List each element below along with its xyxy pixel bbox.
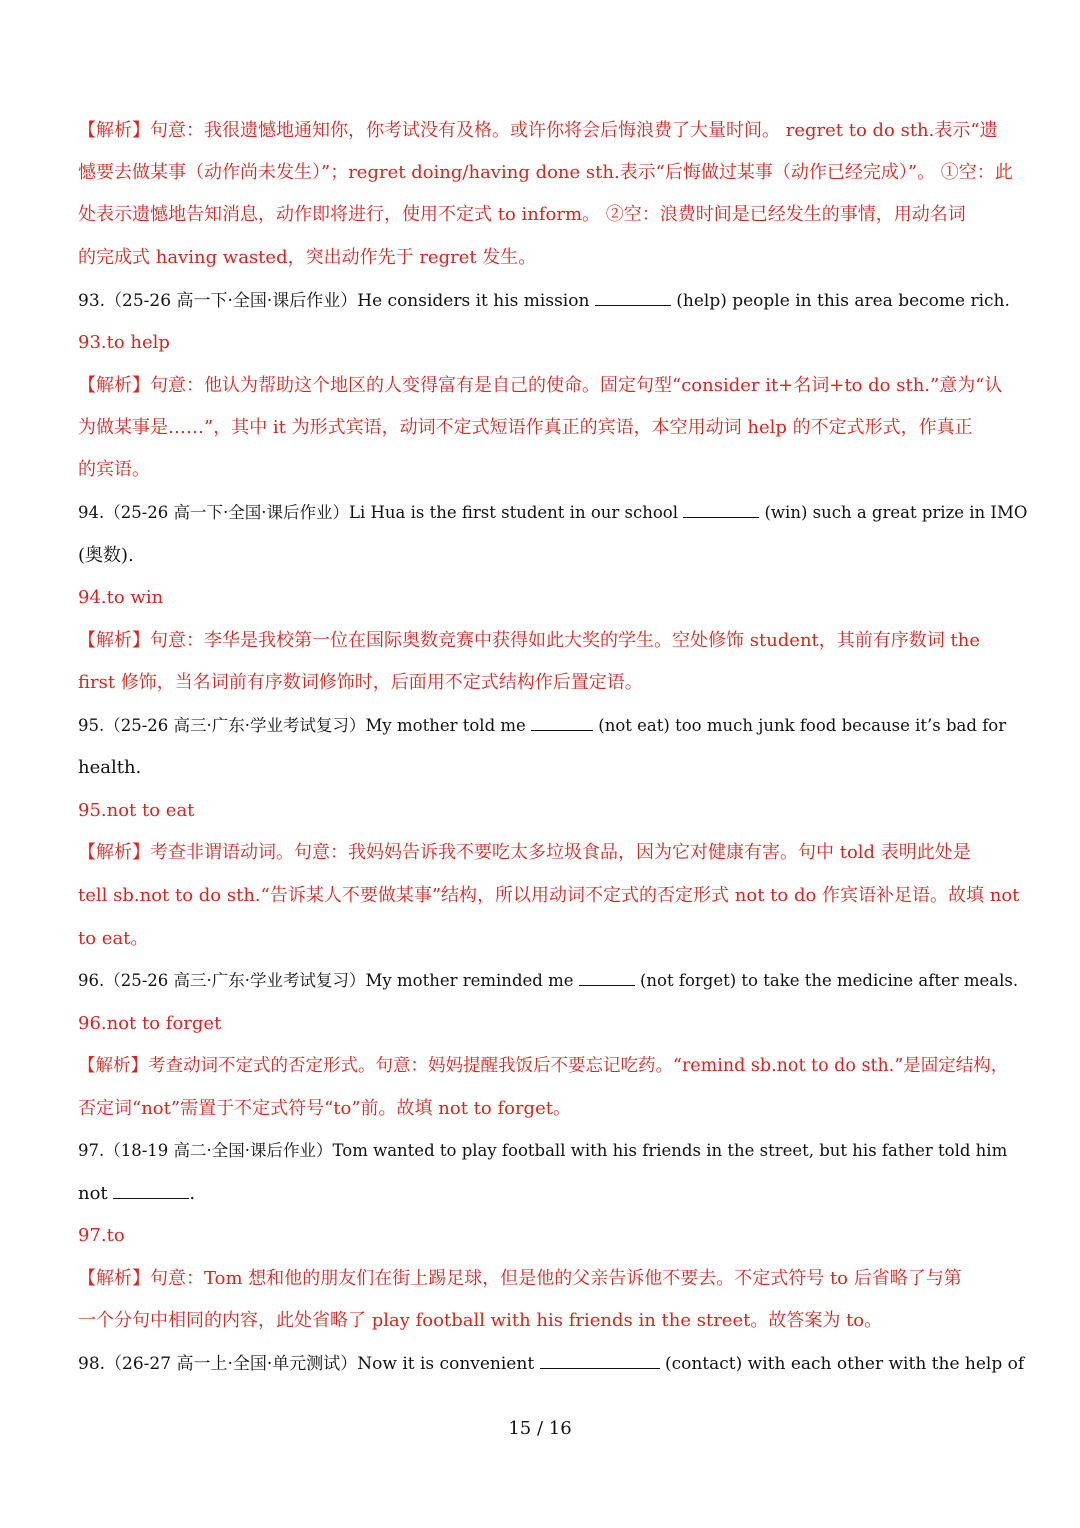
question-text: (not forget) to take the medicine after meals. [639,971,1019,990]
question-text: . [189,1183,196,1204]
question-97 [78,1136,1028,1166]
answer-93 [78,328,1028,358]
explanation-95-line-1 [78,838,1028,868]
question-93 [78,286,1028,316]
explanation-96-line-2 [78,1094,1028,1124]
answer-blank [540,1350,660,1369]
text-span: to eat。 [78,928,149,949]
question-98 [78,1349,1028,1379]
question-text: (win) such a great prize in IMO [764,503,1028,522]
question-text: 96.（25-26 高三·广东·学业考试复习）My mother reminded me [78,971,579,990]
question-text: 95.（25-26 高三·广东·学业考试复习）My mother told me [78,716,532,735]
explanation-94-line-1 [78,626,1028,656]
question-text: (not eat) too much junk food because it’s bad for [598,716,1007,735]
answer-blank [531,712,593,731]
answer-text: 97.to [78,1225,125,1246]
answer-text: 95.not to eat [78,800,195,821]
explanation-97-line-2 [78,1306,1028,1336]
text-span: 一个分句中相同的内容，此处省略了 play football with his friends in the street。故答案为 to。 [78,1310,883,1331]
answer-text: 94.to win [78,587,164,608]
explanation-93-line-2 [78,413,1028,443]
answer-text: 93.to help [78,332,170,353]
text-span: 憾要去做某事（动作尚未发生）”；regret doing/having done sth.表示“后悔做过某事（动作已经完成）”。 ①空：此 [78,162,1013,183]
question-text: 98.（26-27 高一上·全国·单元测试）Now it is convenient [78,1354,540,1374]
text-span: 为做某事是……”，其中 it 为形式宾语，动词不定式短语作真正的宾语，本空用动词 help 的不定式形式，作真正 [78,417,973,438]
answer-blank [113,1180,189,1199]
explanation-92-line-4 [78,243,1028,273]
explanation-96-line-1 [78,1051,1028,1081]
answer-text: 96.not to forget [78,1013,222,1034]
answer-95 [78,796,1028,826]
answer-blank [579,967,635,986]
text-span: 【解析】句意：他认为帮助这个地区的人变得富有是自己的使命。固定句型“consider it+名词+to do sth.”意为“认 [78,375,1003,396]
text-span: first 修饰，当名词前有序数词修饰时，后面用不定式结构作后置定语。 [78,672,643,693]
text-span: 的宾语。 [78,459,150,480]
question-97-line-2 [78,1179,1028,1209]
question-text: 93.（25-26 高一下·全国·课后作业）He considers it his mission [78,291,595,311]
answer-97 [78,1221,1028,1251]
text-span: 【解析】句意：Tom 想和他的朋友们在街上踢足球，但是他的父亲告诉他不要去。不定式符号 to 后省略了与第 [78,1268,962,1289]
explanation-93-line-1 [78,371,1028,401]
explanation-95-line-3 [78,924,1028,954]
question-95 [78,711,1028,741]
explanation-95-line-2 [78,881,1028,911]
answer-94 [78,583,1028,613]
text-span: 的完成式 having wasted，突出动作先于 regret 发生。 [78,247,537,268]
answer-blank [683,499,759,518]
text-span: 否定词“not”需置于不定式符号“to”前。故填 not to forget。 [78,1098,571,1119]
explanation-94-line-2 [78,668,1028,698]
text-span: 处表示遗憾地告知消息，动作即将进行，使用不定式 to inform。 ②空：浪费时间是已经发生的事情，用动名词 [78,204,966,225]
question-text: (help) people in this area become rich. [676,291,1010,311]
text-span: tell sb.not to do sth.“告诉某人不要做某事”结构，所以用动词不定式的否定形式 not to do 作宾语补足语。故填 not [78,885,1020,906]
answer-blank [595,287,671,306]
explanation-92-line-1 [78,116,1028,146]
question-text: health. [78,757,142,778]
text-span: 【解析】句意：李华是我校第一位在国际奥数竞赛中获得如此大奖的学生。空处修饰 student，其前有序数词 the [78,630,980,651]
text-span: 【解析】考查动词不定式的否定形式。句意：妈妈提醒我饭后不要忘记吃药。“remind sb.not to do sth.”是固定结构， [78,1056,1009,1076]
question-text: not [78,1183,114,1204]
explanation-97-line-1 [78,1264,1028,1294]
explanation-93-line-3 [78,455,1028,485]
question-96 [78,966,1028,996]
explanation-92-line-2 [78,158,1028,188]
page-number: 15 / 16 [508,1418,572,1439]
question-text: (奥数). [78,545,134,566]
text-span: 【解析】句意：我很遗憾地通知你，你考试没有及格。或许你将会后悔浪费了大量时间。 regret to do sth.表示“遗 [78,120,998,141]
explanation-92-line-3 [78,200,1028,230]
question-94 [78,498,1028,528]
text-span: 【解析】考查非谓语动词。句意：我妈妈告诉我不要吃太多垃圾食品，因为它对健康有害。句中 told 表明此处是 [78,842,971,863]
question-text: 97.（18-19 高二·全国·课后作业）Tom wanted to play football with his friends in the street, but his father told him [78,1141,1008,1160]
question-95-line-2 [78,753,1028,783]
question-text: 94.（25-26 高一下·全国·课后作业）Li Hua is the first student in our school [78,503,684,522]
answer-96 [78,1009,1028,1039]
question-94-line-2 [78,541,1028,571]
question-text: (contact) with each other with the help of [664,1354,1025,1374]
